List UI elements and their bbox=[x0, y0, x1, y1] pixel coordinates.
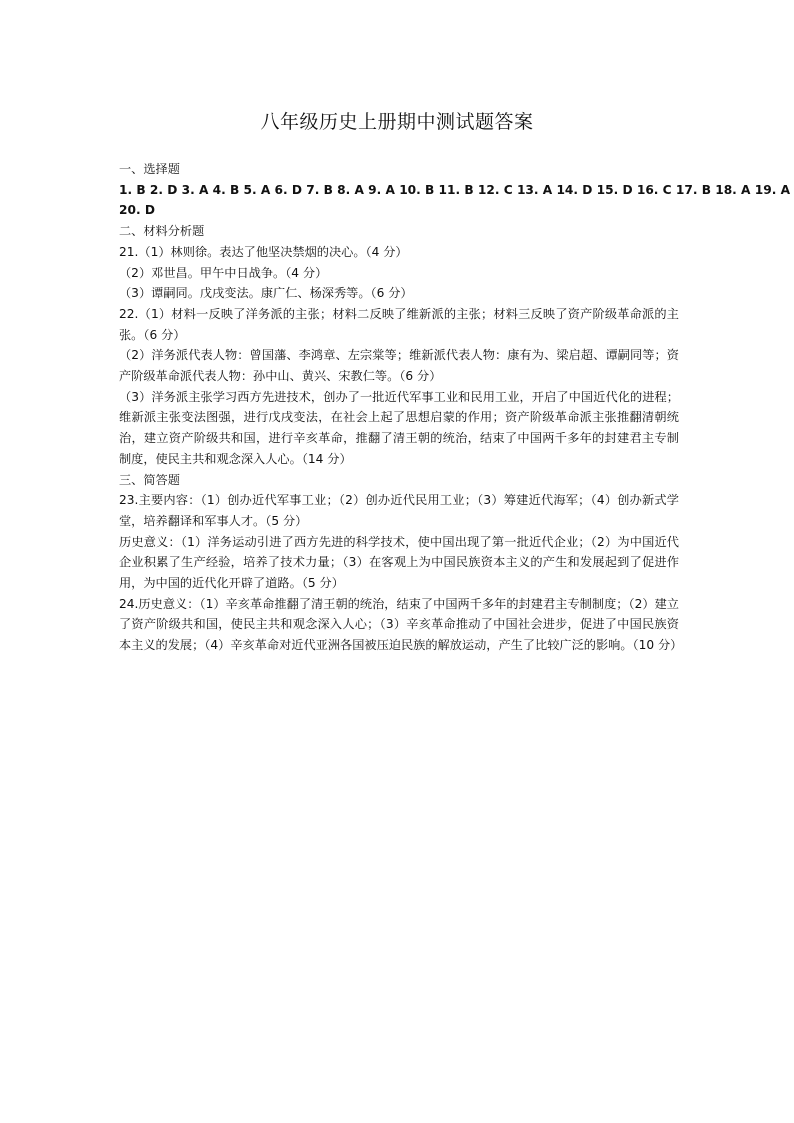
choice-answers-line-1: 1. B 2. D 3. A 4. B 5. A 6. D 7. B 8. A 9. A 10. B 11. B 12. C 13. A 14. D 15. D 16. C 17. B 18. A 19. A bbox=[119, 182, 790, 197]
section-heading-material: 二、材料分析题 bbox=[119, 224, 205, 239]
q22-part3: （3）洋务派主张学习西方先进技术，创办了一批近代军事工业和民用工业，开启了中国近代化的进程；维新派主张变法图强，进行戊戌变法，在社会上起了思想启蒙的作用；资产阶级革命派主张推翻清朝统治，建立资产阶级共和国，进行辛亥革命，推翻了清王朝的统治，结束了中国两千多年的封建君主专制制度，使民主共和观念深入人心。（14 分） bbox=[119, 389, 679, 466]
q21-part1: 21.（1）林则徐。表达了他坚决禁烟的决心。（4 分） bbox=[119, 244, 408, 259]
choice-answers-line-2: 20. D bbox=[119, 203, 155, 218]
q24-part1: 24.历史意义：（1）辛亥革命推翻了清王朝的统治，结束了中国两千多年的封建君主专制制度；（2）建立了资产阶级共和国，使民主共和观念深入人心；（3）辛亥革命推动了中国社会进步，促进了中国民族资本主义的发展；（4）辛亥革命对近代亚洲各国被压迫民族的解放运动，产生了比较广泛的影响。（10 分） bbox=[119, 596, 683, 653]
q23-part2: 历史意义：（1）洋务运动引进了西方先进的科学技术，使中国出现了第一批近代企业；（2）为中国近代企业积累了生产经验，培养了技术力量；（3）在客观上为中国民族资本主义的产生和发展起到了促进作用，为中国的近代化开辟了道路。（5 分） bbox=[119, 534, 679, 591]
q23-part1: 23.主要内容：（1）创办近代军事工业；（2）创办近代民用工业；（3）筹建近代海军；（4）创办新式学堂，培养翻译和军事人才。（5 分） bbox=[119, 493, 679, 528]
q21-part2: （2）邓世昌。甲午中日战争。（4 分） bbox=[119, 265, 328, 280]
section-heading-choice: 一、选择题 bbox=[119, 162, 180, 176]
section-heading-short-answer: 三、简答题 bbox=[119, 472, 180, 487]
page-title: 八年级历史上册期中测试题答案 bbox=[260, 111, 534, 133]
q22-part2: （2）洋务派代表人物：曾国藩、李鸿章、左宗棠等；维新派代表人物：康有为、梁启超、谭嗣同等；资产阶级革命派代表人物：孙中山、黄兴、宋教仁等。（6 分） bbox=[119, 348, 679, 384]
q21-part3: （3）谭嗣同。戊戌变法。康广仁、杨深秀等。（6 分） bbox=[119, 286, 413, 301]
answer-body bbox=[119, 159, 790, 656]
q22-part1: 22.（1）材料一反映了洋务派的主张；材料二反映了维新派的主张；材料三反映了资产阶级革命派的主张。（6 分） bbox=[119, 306, 679, 342]
